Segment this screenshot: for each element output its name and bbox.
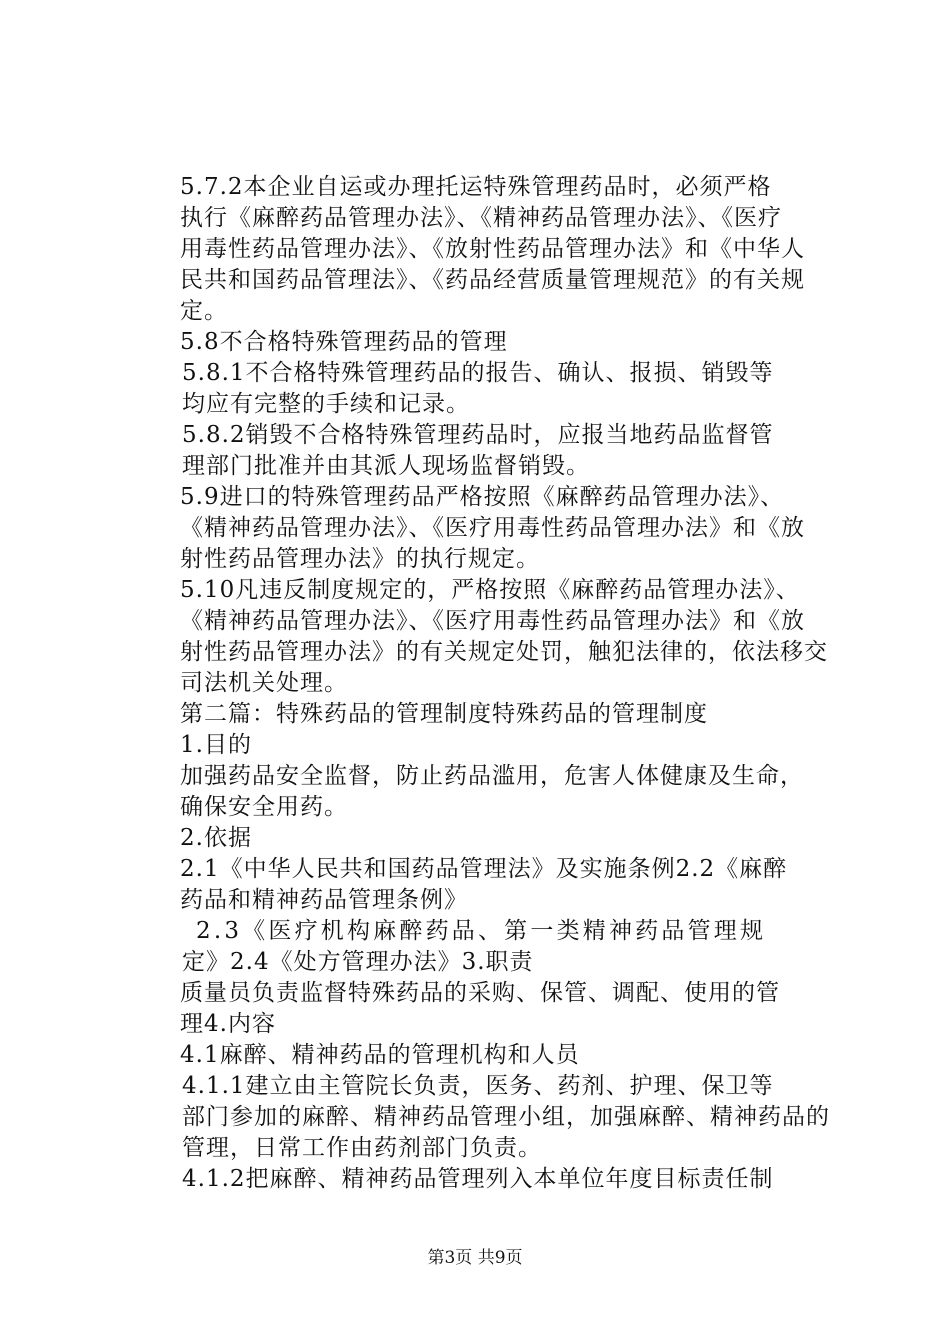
text-line: 4.1.2把麻醉、精神药品管理列入本单位年度目标责任制 bbox=[182, 1166, 774, 1192]
heading-5-8 bbox=[140, 327, 830, 358]
text-line: 2.3《医疗机构麻醉药品、第一类精神药品管理规 bbox=[196, 918, 767, 944]
heading-4-1 bbox=[140, 1040, 830, 1071]
text-line: 定。 bbox=[180, 298, 228, 324]
text-line: 药品和精神药品管理条例》 bbox=[180, 887, 468, 913]
text-line: 确保安全用药。 bbox=[180, 794, 348, 820]
paragraph-5-8-2 bbox=[140, 420, 830, 482]
paragraph-5-9 bbox=[140, 482, 830, 575]
text-line: 5.8不合格特殊管理药品的管理 bbox=[180, 329, 508, 355]
heading-purpose bbox=[140, 730, 830, 761]
text-line: 5.9进口的特殊管理药品严格按照《麻醉药品管理办法》、 bbox=[180, 484, 785, 510]
text-line: 5.8.2销毁不合格特殊管理药品时，应报当地药品监督管 bbox=[182, 422, 774, 448]
paragraph-basis-2-1 bbox=[140, 854, 830, 916]
text-line: 均应有完整的手续和记录。 bbox=[182, 391, 470, 417]
text-line: 执行《麻醉药品管理办法》、《精神药品管理办法》、《医疗 bbox=[180, 205, 782, 231]
section-heading-part-two bbox=[140, 699, 830, 730]
paragraph-4-1-1 bbox=[140, 1071, 830, 1164]
document-body bbox=[140, 172, 830, 1195]
paragraph-purpose bbox=[140, 761, 830, 823]
text-line: 2.依据 bbox=[180, 825, 252, 851]
paragraph-5-10 bbox=[140, 575, 830, 699]
text-line: 射性药品管理办法》的有关规定处罚，触犯法律的，依法移交 bbox=[180, 639, 828, 665]
text-line: 1.目的 bbox=[180, 732, 252, 758]
text-line: 5.8.1不合格特殊管理药品的报告、确认、报损、销毁等 bbox=[182, 360, 774, 386]
text-line: 第二篇：特殊药品的管理制度特殊药品的管理制度 bbox=[180, 701, 708, 727]
page-number-footer: 第3页 共9页 bbox=[427, 1248, 523, 1268]
text-line: 《精神药品管理办法》、《医疗用毒性药品管理办法》和《放 bbox=[180, 515, 805, 541]
text-line: 4.1麻醉、精神药品的管理机构和人员 bbox=[180, 1042, 580, 1068]
text-line: 质量员负责监督特殊药品的采购、保管、调配、使用的管 bbox=[180, 980, 780, 1006]
text-line: 定》2.4《处方管理办法》3.职责 bbox=[182, 949, 534, 975]
paragraph-responsibility bbox=[140, 978, 830, 1040]
text-line: 部门参加的麻醉、精神药品管理小组，加强麻醉、精神药品的 bbox=[182, 1104, 830, 1130]
paragraph-basis-2-3 bbox=[140, 916, 830, 978]
text-line: 《精神药品管理办法》、《医疗用毒性药品管理办法》和《放 bbox=[180, 608, 805, 634]
text-line: 5.10凡违反制度规定的，严格按照《麻醉药品管理办法》、 bbox=[180, 577, 800, 603]
paragraph-5-7-2 bbox=[140, 172, 830, 327]
text-line: 司法机关处理。 bbox=[180, 670, 348, 696]
paragraph-4-1-2 bbox=[140, 1164, 830, 1195]
text-line: 5.7.2本企业自运或办理托运特殊管理药品时，必须严格 bbox=[180, 174, 772, 200]
heading-basis bbox=[140, 823, 830, 854]
text-line: 民共和国药品管理法》、《药品经营质量管理规范》的有关规 bbox=[180, 267, 805, 293]
text-line: 理4.内容 bbox=[180, 1011, 276, 1037]
text-line: 2.1《中华人民共和国药品管理法》及实施条例2.2《麻醉 bbox=[180, 856, 788, 882]
text-line: 4.1.1建立由主管院长负责，医务、药剂、护理、保卫等 bbox=[182, 1073, 774, 1099]
text-line: 理部门批准并由其派人现场监督销毁。 bbox=[182, 453, 590, 479]
text-line: 用毒性药品管理办法》、《放射性药品管理办法》和《中华人 bbox=[180, 236, 805, 262]
paragraph-5-8-1 bbox=[140, 358, 830, 420]
text-line: 管理，日常工作由药剂部门负责。 bbox=[182, 1135, 542, 1161]
text-line: 射性药品管理办法》的执行规定。 bbox=[180, 546, 540, 572]
text-line: 加强药品安全监督，防止药品滥用，危害人体健康及生命， bbox=[180, 763, 804, 789]
